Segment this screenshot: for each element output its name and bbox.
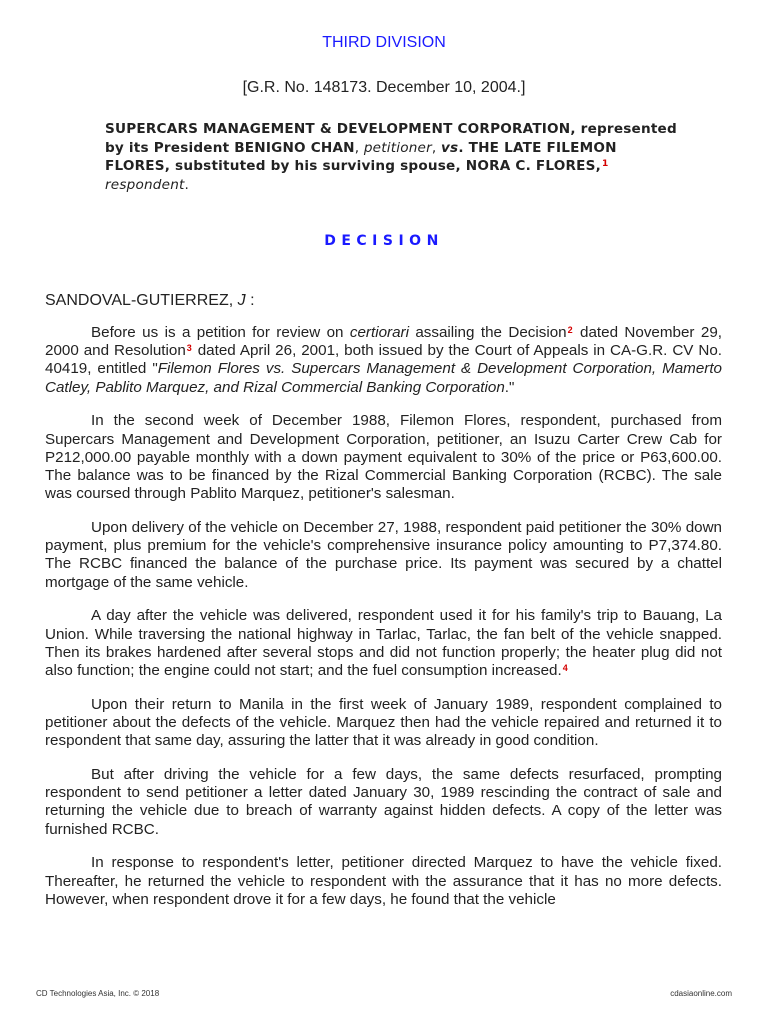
paragraph-2: In the second week of December 1988, Filemon Flores, respondent, purchased from Supercars Management and Development Corporation, petitioner, an Isuzu Carter Crew Cab for P212,000.00 payable monthly with a down payment equivalent to 30% of the price or P63,600.00. The balance was to be financed by the Rizal Commercial Banking Corporation (RCBC). The sale was coursed through Pablito Marquez, petitioner's salesman. xyxy=(45,412,722,503)
petitioner-label: petitioner xyxy=(363,139,432,156)
footnote-link-4[interactable]: 4 xyxy=(562,663,568,674)
division-heading: THIRD DIVISION xyxy=(322,34,446,51)
p1-text-a: Before us is a petition for review on xyxy=(91,324,350,341)
ponente xyxy=(45,292,255,310)
footnote-link-3[interactable]: 3 xyxy=(186,343,192,354)
decision-body xyxy=(45,324,722,925)
p4-text: A day after the vehicle was delivered, respondent used it for his family's trip to Bauang, La Union. While traversing the national highway in Tarlac, Tarlac, the fan belt of the vehicle snapped. Then its brakes hardened after several stops and did not function properly; the heater plug did not also function; the engine could not start; and the fuel consumption increased. xyxy=(45,607,722,680)
ponente-j: J xyxy=(237,292,246,309)
paragraph-5: Upon their return to Manila in the first week of January 1989, respondent complained to petitioner about the defects of the vehicle. Marquez then had the vehicle repaired and returned it to respondent that same day, assuring the latter that it was already in good condition. xyxy=(45,695,722,750)
footnote-link-1[interactable]: 1 xyxy=(602,159,609,170)
ponente-name: SANDOVAL-GUTIERREZ, xyxy=(45,292,238,309)
respondent-label: respondent xyxy=(105,176,185,193)
case-number: [G.R. No. 148173. December 10, 2004.] xyxy=(242,79,526,96)
footnote-link-2[interactable]: 2 xyxy=(567,325,573,335)
footer-website: cdasiaonline.com xyxy=(670,989,732,998)
ponente-colon: : xyxy=(245,292,255,309)
footer-copyright: CD Technologies Asia, Inc. © 2018 xyxy=(36,989,160,998)
paragraph-1 xyxy=(45,324,722,397)
respondent-name: THE LATE FILEMON FLORES, substituted by his surviving spouse, NORA C. FLORES, xyxy=(105,139,617,175)
decision-title: DECISION xyxy=(324,233,444,249)
p1-text-g: ." xyxy=(504,378,515,396)
versus-label: vs xyxy=(440,139,459,156)
p1-text-d: dated November 29, 2000 and Resolution xyxy=(45,324,722,360)
paragraph-4 xyxy=(45,607,722,680)
parties-comma-2: , xyxy=(431,139,441,156)
paragraph-3: Upon delivery of the vehicle on December 27, 1988, respondent paid petitioner the 30% down payment, plus premium for the vehicle's comprehensive insurance policy amounting to P7,374.80. The RCBC financed the balance of the purchase price. Its payment was secured by a chattel mortgage of the same vehicle. xyxy=(45,519,722,591)
parties-comma-1: , xyxy=(354,139,364,156)
paragraph-6: But after driving the vehicle for a few days, the same defects resurfaced, prompting respondent to send petitioner a letter dated January 30, 1989 rescinding the contract of sale and returning the vehicle due to breach of warranty against hidden defects. A copy of the letter was furnished RCBC. xyxy=(45,766,722,838)
case-parties xyxy=(105,120,680,194)
petitioner-name: SUPERCARS MANAGEMENT & DEVELOPMENT CORPORATION, represented by its President BENIGNO CHAN xyxy=(105,121,677,156)
paragraph-7: In response to respondent's letter, petitioner directed Marquez to have the vehicle fixed. Thereafter, he returned the vehicle to respondent with the assurance that it has no more defects. However, when respondent drove it for a few days, he found that the vehicle xyxy=(45,854,722,908)
versus-dot: . xyxy=(458,139,469,156)
p1-case-title: Filemon Flores vs. Supercars Management & Development Corporation, Mamerto Catley, Pablito Marquez, and Rizal Commercial Banking Corporation xyxy=(45,360,722,396)
p1-certiorari: certiorari xyxy=(349,324,409,341)
p1-text-c: assailing the Decision xyxy=(408,324,567,341)
p1-text-e: dated April 26, 2001, both issued by the Court of Appeals in CA-G.R. CV No. 40419, entitled " xyxy=(45,342,723,378)
parties-end: . xyxy=(184,176,190,193)
